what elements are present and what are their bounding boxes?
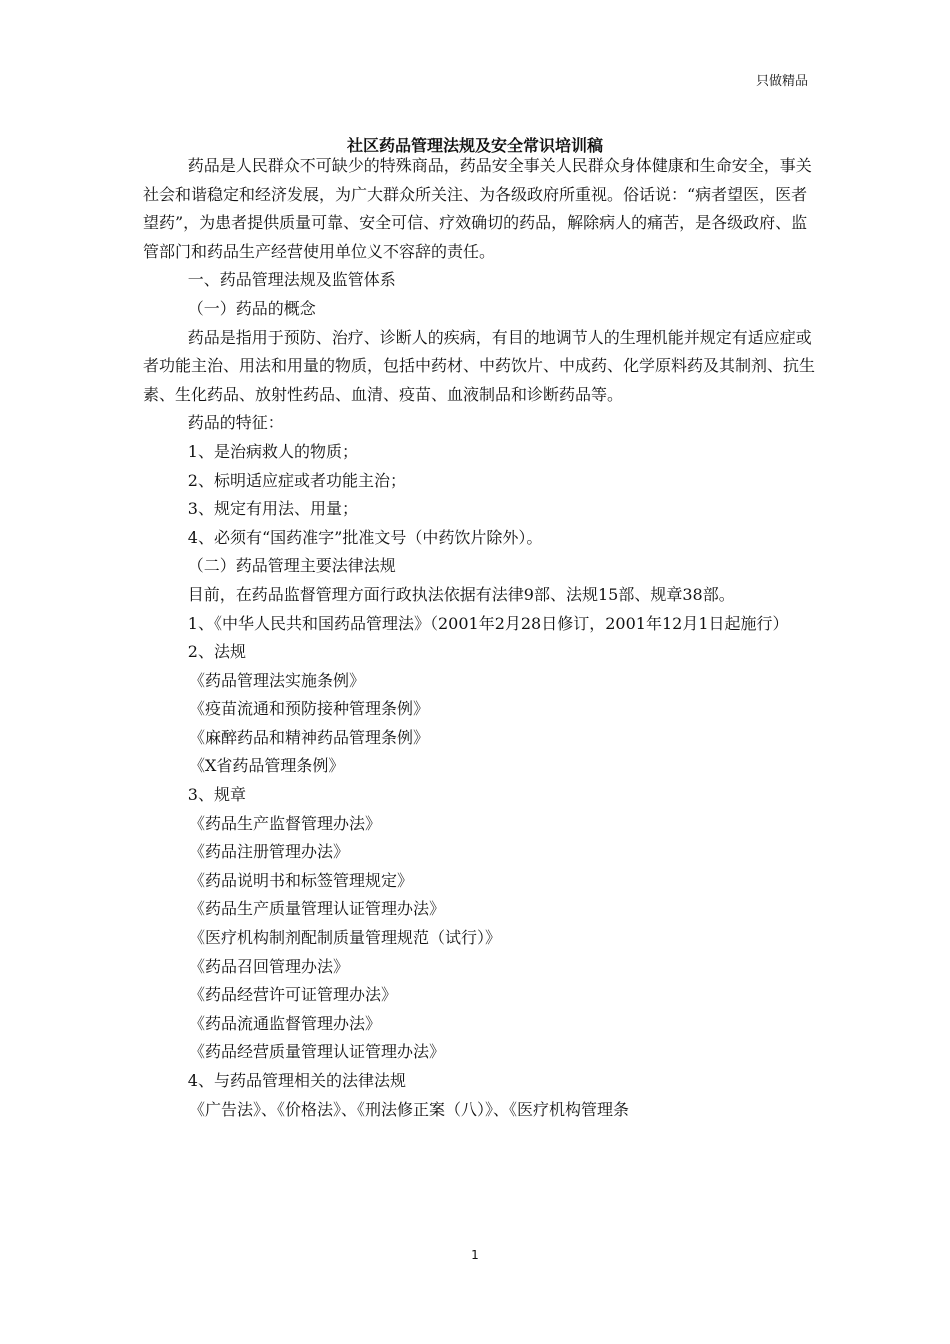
header-note: 只做精品 [755, 74, 808, 89]
list-heading: 4、与药品管理相关的法律法规 [187, 1071, 406, 1090]
law-count-paragraph: 目前，在药品监督管理方面行政执法依据有法律9部、法规15部、规章38部。 [187, 584, 735, 604]
list-heading: 2、法规 [187, 642, 246, 662]
feature-item: 2、标明适应症或者功能主治； [187, 470, 406, 490]
page-number: 1 [471, 1248, 479, 1262]
rule-item: 《药品说明书和标签管理规定》 [189, 870, 414, 890]
definition-paragraph: 药品是指用于预防、治疗、诊断人的疾病，有目的地调节人的生理机能并规定有适应症或者功能主治、用法和用量的物质，包括中药材、中药饮片、中成药、化学原料药及其制剂、抗生素、生化药品、放射性药品、血清、疫苗、血液制品和诊断药品等。 [143, 327, 816, 404]
subsection-heading: （一）药品的概念 [187, 298, 316, 318]
regulation-item: 《X省药品管理条例》 [189, 756, 345, 776]
related-laws-line: 《广告法》、《价格法》、《刑法修正案（八）》、《医疗机构管理条 [189, 1099, 630, 1119]
section-heading: 一、药品管理法规及监管体系 [187, 270, 396, 290]
regulation-item: 《麻醉药品和精神药品管理条例》 [189, 727, 430, 747]
rule-item: 《药品注册管理办法》 [189, 842, 350, 862]
subsection-heading: （二）药品管理主要法律法规 [187, 556, 396, 576]
feature-item: 1、是治病救人的物质； [187, 441, 358, 461]
regulation-item: 《药品管理法实施条例》 [189, 670, 366, 690]
rule-item: 《医疗机构制剂配制质量管理规范（试行）》 [189, 928, 502, 948]
regulation-item: 《疫苗流通和预防接种管理条例》 [189, 699, 430, 719]
feature-heading: 药品的特征： [187, 413, 284, 433]
law-item: 1、《中华人民共和国药品管理法》（2001年2月28日修订，2001年12月1日起施行） [187, 613, 789, 633]
rule-item: 《药品流通监督管理办法》 [189, 1013, 382, 1033]
list-heading: 3、规章 [187, 785, 246, 805]
document-body [143, 152, 818, 1124]
rule-item: 《药品生产监督管理办法》 [189, 813, 382, 833]
rule-item: 《药品召回管理办法》 [189, 956, 350, 976]
document-title: 社区药品管理法规及安全常识培训稿 [346, 136, 603, 155]
rule-item: 《药品经营许可证管理办法》 [189, 985, 398, 1005]
rule-item: 《药品经营质量管理认证管理办法》 [189, 1042, 446, 1062]
feature-item: 4、必须有“国药准字”批准文号（中药饮片除外）。 [187, 527, 543, 547]
intro-paragraph: 药品是人民群众不可缺少的特殊商品，药品安全事关人民群众身体健康和生命安全，事关社会和谐稳定和经济发展，为广大群众所关注、为各级政府所重视。俗话说：“病者望医，医者望药”，为患者提供质量可靠、安全可信、疗效确切的药品，解除病人的痛苦，是各级政府、监管部门和药品生产经营使用单位义不容辞的责任。 [143, 156, 812, 261]
rule-item: 《药品生产质量管理认证管理办法》 [189, 899, 446, 919]
feature-item: 3、规定有用法、用量； [187, 499, 358, 519]
